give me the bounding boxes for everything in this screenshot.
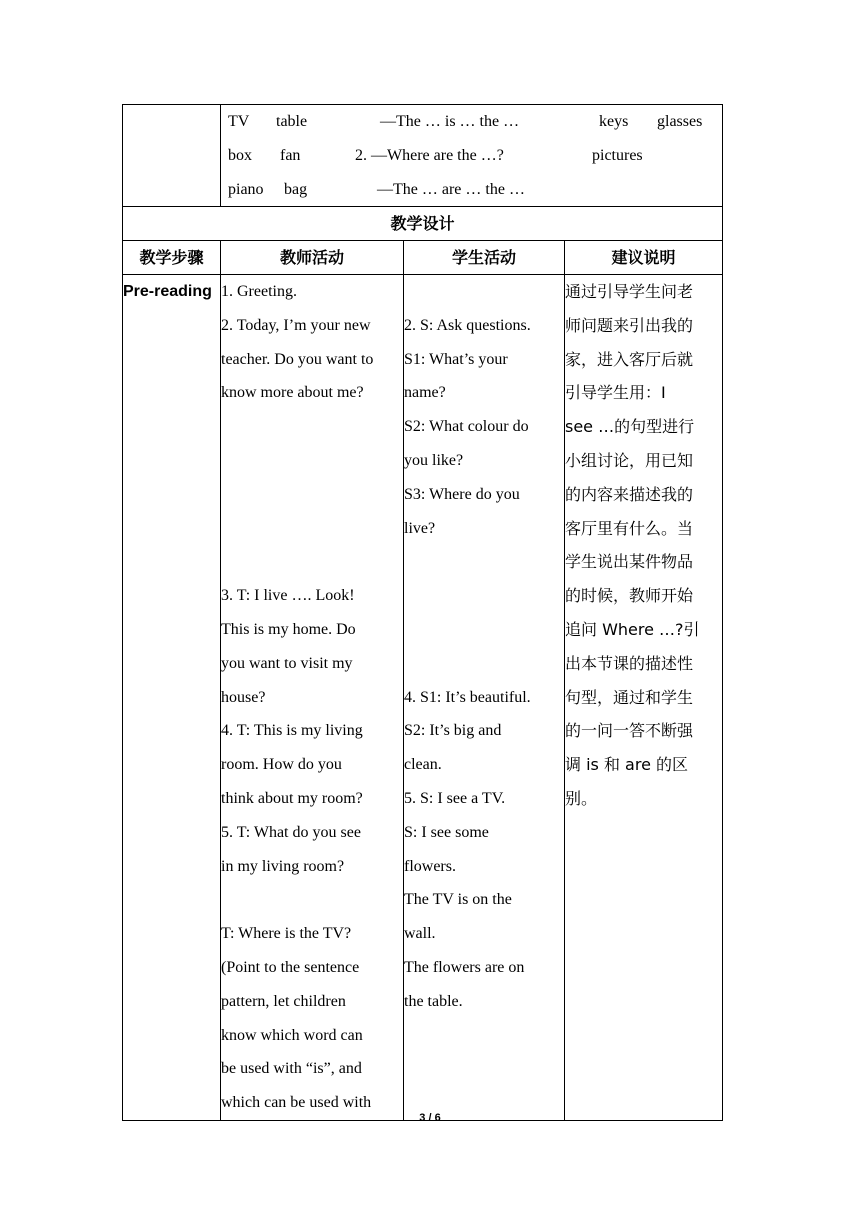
vocab-word: TV: [228, 113, 250, 130]
vocab-word: piano: [228, 181, 264, 198]
student-activity-line: the table.: [404, 992, 463, 1010]
note-line: 家，进入客厅后就: [565, 349, 694, 369]
header-step: 教学步骤: [123, 241, 221, 275]
teacher-activity-line: room. How do you: [221, 756, 342, 774]
pre-reading-row: [123, 275, 723, 1121]
note-line: 小组讨论，用已知: [565, 450, 694, 470]
teacher-activity-line: house?: [221, 688, 266, 706]
note-line: 的时候，教师开始: [565, 586, 694, 606]
teacher-activity-line: 2. Today, I’m your new: [221, 316, 371, 334]
vocab-word: table: [276, 113, 308, 130]
notes-cell: [565, 275, 723, 1121]
student-activity-line: [404, 545, 564, 579]
student-activity-cell: [404, 275, 565, 1121]
teacher-activity-line: pattern, let children: [221, 992, 346, 1010]
student-activity-line: The flowers are on: [404, 958, 525, 976]
teacher-activity-line: T: Where is the TV?: [221, 925, 352, 943]
teacher-activity-line: 4. T: This is my living: [221, 722, 363, 740]
stage-label: Pre-reading: [123, 275, 221, 1121]
teacher-activity-line: [221, 545, 403, 579]
student-activity-line: S: I see some: [404, 823, 489, 841]
note-line: 句型，通过和学生: [565, 687, 694, 707]
page-number: 3 / 6: [419, 1112, 441, 1124]
teacher-activity-line: [221, 410, 403, 444]
vocab-row: [123, 105, 723, 207]
teacher-activity-line: 3. T: I live …. Look!: [221, 587, 355, 605]
teacher-activity-line: [221, 478, 403, 512]
vocab-word: pictures: [592, 147, 643, 164]
teacher-activity-line: [221, 883, 403, 917]
teacher-activity-line: 5. T: What do you see: [221, 823, 361, 841]
teacher-activity-line: you want to visit my: [221, 654, 353, 672]
header-student-activity: 学生活动: [404, 241, 565, 275]
teacher-activity-line: [221, 444, 403, 478]
header-teacher-activity: 教师活动: [221, 241, 404, 275]
note-line: 追问 Where …?引: [565, 619, 700, 639]
student-activity-line: live?: [404, 519, 436, 537]
student-activity-line: 2. S: Ask questions.: [404, 316, 531, 334]
vocab-word: box: [228, 147, 252, 164]
vocab-word: fan: [280, 147, 301, 164]
note-line: 师问题来引出我的: [565, 315, 694, 335]
section-title: 教学设计: [123, 207, 723, 241]
teacher-activity-line: know more about me?: [221, 384, 364, 402]
teacher-activity-line: which can be used with: [221, 1094, 372, 1112]
note-line: 学生说出某件物品: [565, 552, 694, 572]
student-activity-line: [404, 579, 564, 613]
header-row: [123, 241, 723, 275]
vocab-cell: [221, 105, 723, 207]
teacher-activity-line: (Point to the sentence: [221, 958, 360, 976]
student-activity-line: clean.: [404, 756, 442, 774]
note-line: 通过引导学生问老: [565, 282, 694, 301]
note-line: 别。: [565, 788, 598, 808]
vocab-word: bag: [284, 181, 308, 198]
teacher-activity-line: think about my room?: [221, 789, 363, 807]
student-activity-line: S1: What’s your: [404, 350, 508, 368]
student-activity-line: 4. S1: It’s beautiful.: [404, 688, 531, 706]
header-notes: 建议说明: [565, 241, 723, 275]
note-line: 的一问一答不断强: [565, 721, 694, 741]
student-activity-line: [404, 275, 564, 309]
student-activity-line: 5. S: I see a TV.: [404, 789, 506, 807]
vocab-word: glasses: [657, 113, 703, 130]
student-activity-line: S3: Where do you: [404, 485, 520, 503]
teacher-activity-line: 1. Greeting.: [221, 283, 297, 300]
student-activity-line: name?: [404, 384, 446, 402]
sentence-pattern: —The … is … the …: [380, 113, 520, 130]
note-line: 调 is 和 are 的区: [565, 755, 689, 775]
vocab-word: keys: [599, 113, 629, 130]
student-activity-line: S2: What colour do: [404, 418, 529, 436]
note-line: 客厅里有什么。当: [565, 518, 694, 538]
student-activity-line: you like?: [404, 451, 464, 469]
student-activity-line: The TV is on the: [404, 891, 512, 909]
student-activity-line: wall.: [404, 925, 436, 943]
note-line: see …的句型进行: [565, 417, 695, 437]
sentence-pattern: —The … are … the …: [377, 181, 525, 198]
vocab-empty-cell: [123, 105, 221, 207]
teacher-activity-line: in my living room?: [221, 857, 345, 875]
teacher-activity-line: know which word can: [221, 1026, 363, 1044]
student-activity-line: [404, 647, 564, 681]
teacher-activity-line: [221, 512, 403, 546]
teacher-activity-cell: [221, 275, 404, 1121]
lesson-plan-table: [122, 104, 723, 1121]
sentence-pattern: 2. —Where are the …?: [355, 147, 504, 164]
student-activity-line: flowers.: [404, 857, 456, 875]
teacher-activity-line: This is my home. Do: [221, 620, 356, 638]
student-activity-line: [404, 613, 564, 647]
section-title-row: [123, 207, 723, 241]
student-activity-line: S2: It’s big and: [404, 722, 502, 740]
note-line: 出本节课的描述性: [565, 653, 694, 673]
note-line: 引导学生用：I: [565, 383, 666, 403]
teacher-activity-line: teacher. Do you want to: [221, 350, 374, 368]
note-line: 的内容来描述我的: [565, 484, 694, 504]
teacher-activity-line: be used with “is”, and: [221, 1060, 362, 1078]
